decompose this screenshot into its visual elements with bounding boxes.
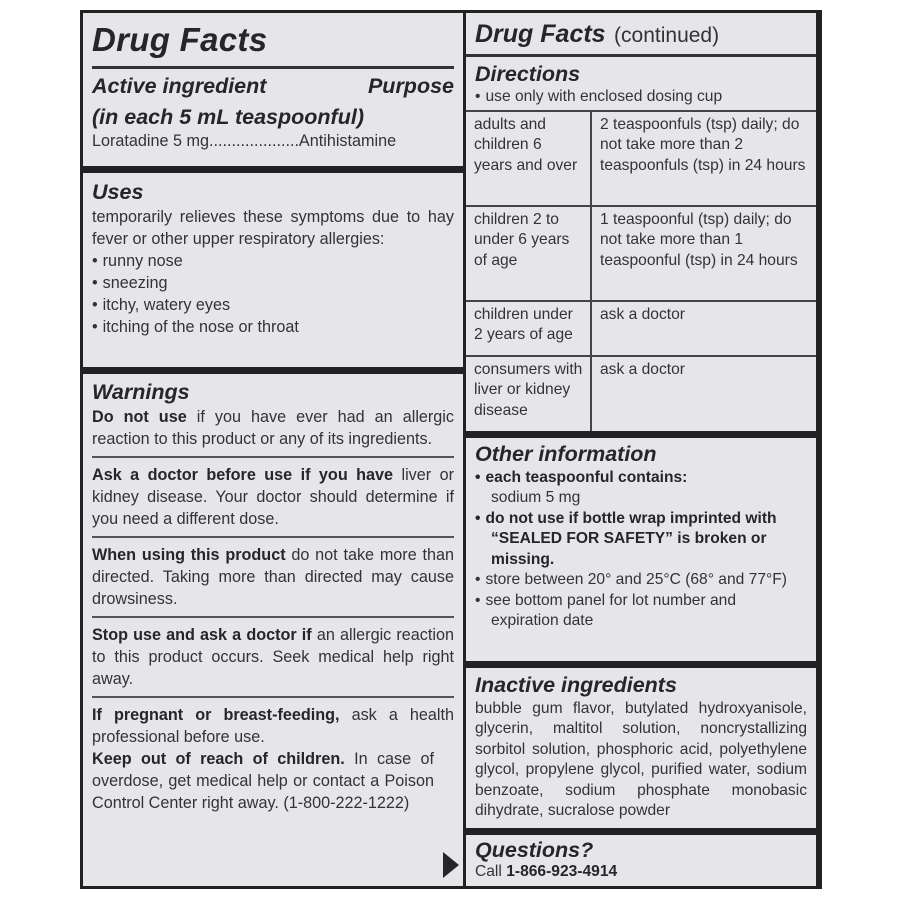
table-row: [466, 111, 816, 206]
directions-heading: Directions: [475, 62, 581, 86]
title-divider: [92, 66, 454, 69]
dose-amount: ask a doctor: [591, 356, 816, 431]
pregnant-label: If pregnant or breast-feeding,: [92, 705, 340, 724]
when-using-text: do not take more than directed. Taking more than directed may cause drowsiness.: [92, 545, 454, 608]
dose-who: consumers with liver or kidney disease: [466, 356, 591, 431]
continue-arrow-icon: [443, 852, 459, 878]
stop-use-text: an allergic reaction to this product occurs. Seek medical help right away.: [92, 625, 454, 688]
divider: [92, 696, 454, 698]
dose-amount: ask a doctor: [591, 301, 816, 356]
active-ingredient-panel: [83, 13, 463, 166]
directions-panel: [466, 13, 816, 431]
uses-item: • itchy, watery eyes: [92, 294, 454, 316]
active-heading-row: [92, 75, 454, 98]
pregnant-text: ask a health professional before use.: [92, 705, 454, 746]
dose-amount: 1 teaspoonful (tsp) daily; do not take more than 1 teaspoonful (tsp) in 24 hours: [591, 206, 816, 301]
inactive-ingredients-text: bubble gum flavor, butylated hydroxyanisole, glycerin, maltitol solution, noncrystallizing sorbitol solution, phosphoric acid, polyethylene glycol, propylene glycol, purified water, sodium benzoate, sodium phosphate monobasic dihydrate, sucralose powder: [475, 699, 807, 820]
continued-title: Drug Facts: [475, 20, 606, 48]
uses-item: • runny nose: [92, 250, 454, 272]
ingredient-line: Loratadine 5 mg....................Antihistamine: [92, 132, 397, 151]
table-row: [466, 301, 816, 356]
lot-text: see bottom panel for lot number and expiration date: [485, 591, 736, 630]
active-ingredient-heading: Active ingredient: [92, 74, 267, 98]
inactive-ingredients-heading: Inactive ingredients: [475, 673, 677, 697]
stop-use-paragraph: [92, 624, 454, 690]
do-not-use-text: if you have ever had an allergic reaction to this product or any of its ingredients.: [92, 407, 454, 448]
uses-heading: Uses: [92, 180, 144, 204]
ask-doctor-paragraph: [92, 464, 454, 530]
continued-header: [466, 21, 816, 48]
continued-suffix: (continued): [614, 24, 720, 47]
keep-out-paragraph: [92, 748, 454, 814]
other-information-panel: [466, 438, 816, 661]
uses-panel: [83, 173, 463, 367]
ask-doctor-label: Ask a doctor before use if you have: [92, 465, 394, 484]
active-subheading: (in each 5 mL teaspoonful): [92, 104, 364, 129]
storage-text: store between 20° and 25°C (68° and 77°F): [485, 571, 787, 589]
other-item: [475, 570, 807, 591]
dose-amount: 2 teaspoonfuls (tsp) daily; do not take more than 2 teaspoonfuls (tsp) in 24 hours: [591, 111, 816, 206]
keep-out-label: Keep out of reach of children.: [92, 749, 345, 768]
dose-who: children 2 to under 6 years of age: [466, 206, 591, 301]
dose-who: children under 2 years of age: [466, 301, 591, 356]
other-item: [475, 509, 807, 571]
questions-heading: Questions?: [475, 838, 594, 862]
table-row: [466, 206, 816, 301]
other-information-heading: Other information: [475, 442, 657, 466]
divider: [92, 456, 454, 458]
divider: [92, 536, 454, 538]
uses-intro: temporarily relieves these symptoms due to hay fever or other upper respiratory allergies:: [92, 207, 454, 248]
do-not-use-label: Do not use: [92, 407, 187, 426]
questions-call-line: [475, 862, 807, 882]
when-using-label: When using this product: [92, 545, 286, 564]
directions-table: [466, 110, 816, 431]
uses-item: • sneezing: [92, 272, 454, 294]
warnings-panel: [83, 374, 463, 886]
other-item: [475, 591, 807, 632]
when-using-paragraph: [92, 544, 454, 610]
other-item: • each teaspoonful contains:: [475, 468, 807, 489]
questions-panel: [466, 835, 816, 886]
call-label: Call: [475, 862, 502, 880]
stop-use-label: Stop use and ask a doctor if: [92, 625, 312, 644]
left-column: [83, 13, 463, 886]
directions-note: • use only with enclosed dosing cup: [466, 86, 816, 110]
uses-item: • itching of the nose or throat: [92, 316, 454, 338]
inactive-ingredients-panel: [466, 668, 816, 828]
seal-warning-text: do not use if bottle wrap imprinted with “SEALED FOR SAFETY” is broken or missing.: [485, 509, 777, 568]
dose-who: adults and children 6 years and over: [466, 111, 591, 206]
warnings-heading: Warnings: [92, 380, 190, 404]
purpose-heading: Purpose: [367, 74, 454, 98]
drug-facts-title: Drug Facts: [92, 21, 268, 58]
other-item-detail: sodium 5 mg: [491, 489, 581, 507]
ask-doctor-text: liver or kidney disease. Your doctor should determine if you need a different dose.: [92, 465, 454, 528]
keep-out-text: In case of overdose, get medical help or contact a Poison Control Center right away. (1-800-222-1222): [92, 749, 435, 812]
do-not-use-paragraph: [92, 406, 454, 450]
pregnant-paragraph: [92, 704, 454, 748]
divider: [92, 616, 454, 618]
phone-number: 1-866-923-4914: [506, 862, 618, 880]
table-row: [466, 356, 816, 431]
right-column: [466, 13, 819, 886]
